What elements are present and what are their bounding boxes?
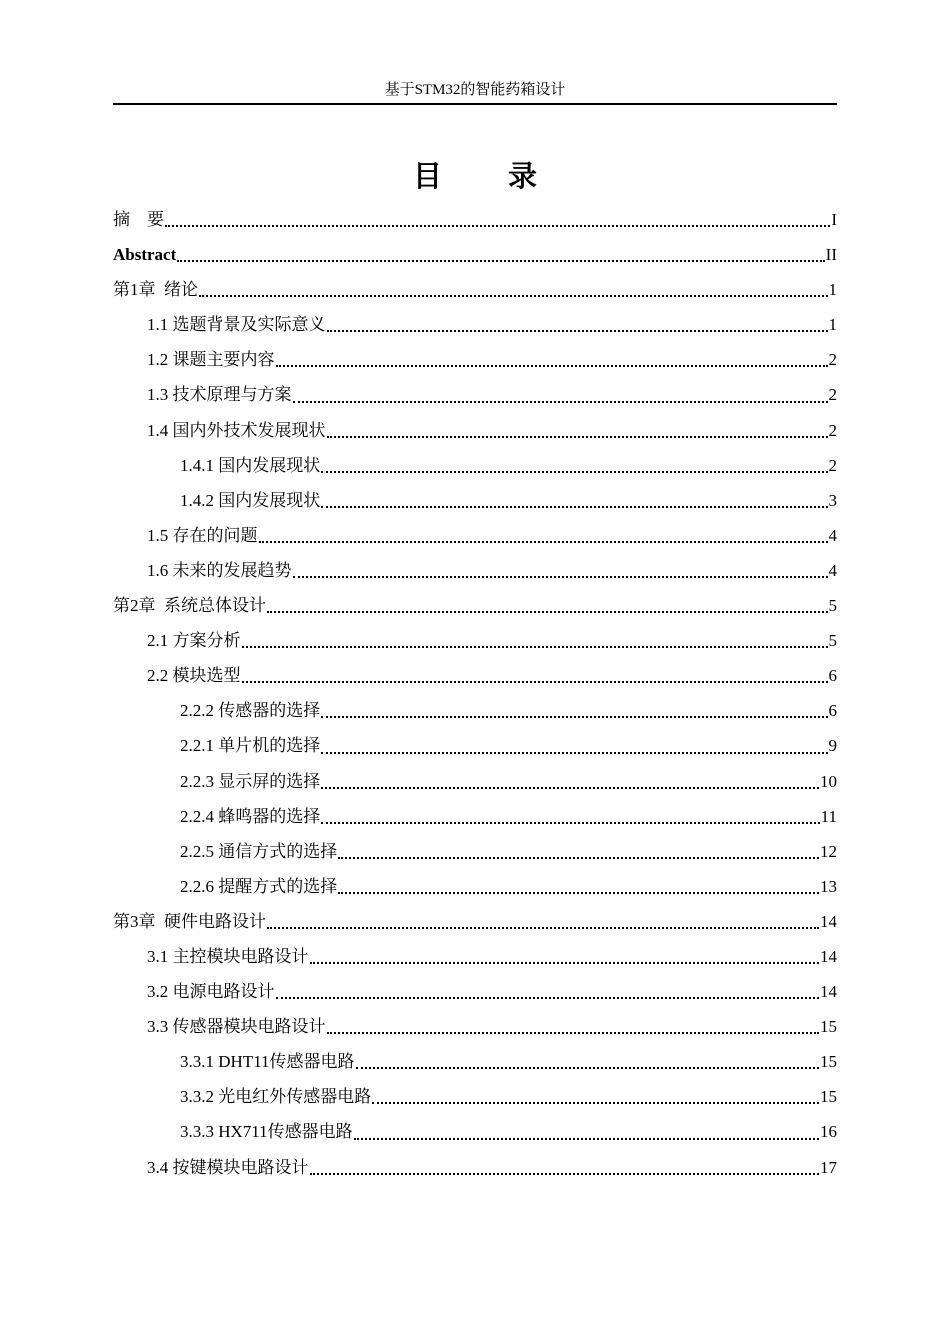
toc-entry[interactable]: [113, 557, 837, 592]
dot-leader: [327, 1031, 820, 1034]
toc-entry[interactable]: [113, 943, 837, 978]
toc-entry[interactable]: [113, 241, 837, 276]
toc-entry-label: 3.3 传感器模块电路设计: [147, 1017, 326, 1037]
toc-entry-page: I: [831, 210, 837, 229]
dot-leader: [276, 996, 820, 999]
toc-entry[interactable]: [113, 732, 837, 767]
toc-entry[interactable]: [113, 1083, 837, 1118]
toc-entry-page: 14: [820, 946, 837, 966]
toc-entry-label: 第3章 硬件电路设计: [113, 911, 266, 931]
dot-leader: [267, 610, 828, 613]
dot-leader: [321, 470, 827, 473]
toc-entry-label: 2.2.3 显示屏的选择: [180, 771, 321, 791]
toc-entry-label: 2.1 方案分析: [147, 631, 241, 651]
toc-entry-page: 11: [820, 806, 837, 826]
toc-entry-page: 5: [828, 631, 837, 651]
dot-leader: [242, 645, 828, 648]
toc-entry[interactable]: [113, 487, 837, 522]
toc-entry-label: 1.4 国内外技术发展现状: [147, 420, 326, 440]
toc-entry[interactable]: [113, 522, 837, 557]
toc-entry[interactable]: [113, 1118, 837, 1153]
toc-entry[interactable]: [113, 908, 837, 943]
toc-entry-label: 1.4.2 国内发展现状: [180, 490, 321, 510]
dot-leader: [321, 751, 827, 754]
dot-leader: [321, 715, 827, 718]
toc-entry-label: 1.5 存在的问题: [147, 525, 258, 545]
dot-leader: [293, 575, 828, 578]
toc-entry-label: 3.3.3 HX711传感器电路: [180, 1122, 353, 1142]
toc-entry-page: 13: [820, 876, 837, 896]
toc-entry-label: 3.1 主控模块电路设计: [147, 946, 309, 966]
dot-leader: [310, 1172, 820, 1175]
toc-entry[interactable]: [113, 873, 837, 908]
toc-entry[interactable]: [113, 768, 837, 803]
dot-leader: [372, 1101, 819, 1104]
toc-entry[interactable]: [113, 1154, 837, 1189]
toc-entry-label: 第1章 绪论: [113, 280, 198, 300]
toc-entry-page: 12: [820, 841, 837, 861]
toc-entry-page: 5: [828, 596, 837, 616]
toc-entry[interactable]: [113, 1048, 837, 1083]
toc-entry-label: Abstract: [113, 245, 177, 265]
toc-entry-page: 14: [820, 911, 837, 931]
toc-entry-page: 14: [820, 982, 837, 1002]
table-of-contents: [113, 206, 837, 1189]
toc-entry-label: 3.3.1 DHT11传感器电路: [180, 1052, 355, 1072]
toc-entry-label: 3.3.2 光电红外传感器电路: [180, 1087, 372, 1107]
toc-entry[interactable]: [113, 346, 837, 381]
toc-entry-label: 1.3 技术原理与方案: [147, 385, 292, 405]
toc-entry[interactable]: [113, 381, 837, 416]
toc-entry[interactable]: [113, 452, 837, 487]
toc-entry[interactable]: [113, 1013, 837, 1048]
dot-leader: [356, 1066, 819, 1069]
toc-entry-label: 3.4 按键模块电路设计: [147, 1157, 309, 1177]
running-header: 基于STM32的智能药箱设计: [384, 82, 566, 98]
toc-entry-page: 17: [820, 1157, 837, 1177]
dot-leader: [293, 400, 828, 403]
toc-entry-page: 4: [828, 560, 837, 580]
dot-leader: [242, 680, 828, 683]
dot-leader: [310, 961, 820, 964]
toc-entry-page: 9: [828, 736, 837, 756]
dot-leader: [276, 364, 828, 367]
toc-entry-label: 3.2 电源电路设计: [147, 982, 275, 1002]
toc-entry-page: 2: [828, 385, 837, 405]
toc-entry-page: 6: [828, 701, 837, 721]
dot-leader: [321, 505, 827, 508]
toc-entry-page: 1: [828, 280, 837, 300]
toc-entry[interactable]: [113, 276, 837, 311]
dot-leader: [267, 926, 819, 929]
dot-leader: [338, 891, 819, 894]
toc-entry[interactable]: [113, 803, 837, 838]
dot-leader: [177, 259, 824, 262]
toc-entry-page: 15: [820, 1052, 837, 1072]
toc-entry[interactable]: [113, 627, 837, 662]
toc-entry-label: 1.1 选题背景及实际意义: [147, 315, 326, 335]
toc-entry[interactable]: [113, 662, 837, 697]
toc-entry-label: 2.2.5 通信方式的选择: [180, 841, 338, 861]
toc-entry-page: 2: [828, 420, 837, 440]
dot-leader: [321, 786, 819, 789]
toc-entry-page: 3: [828, 490, 837, 510]
dot-leader: [327, 435, 828, 438]
dot-leader: [321, 821, 819, 824]
toc-entry-label: 第2章 系统总体设计: [113, 596, 266, 616]
toc-entry[interactable]: [113, 838, 837, 873]
toc-entry-page: 15: [820, 1087, 837, 1107]
toc-title: 目 录: [412, 159, 566, 193]
toc-entry[interactable]: [113, 311, 837, 346]
toc-entry-label: 2.2.6 提醒方式的选择: [180, 876, 338, 896]
toc-entry-page: 6: [828, 666, 837, 686]
toc-entry-page: 15: [820, 1017, 837, 1037]
dot-leader: [165, 224, 830, 227]
toc-entry-page: 10: [820, 771, 837, 791]
dot-leader: [338, 856, 819, 859]
toc-entry[interactable]: [113, 206, 837, 241]
toc-entry-page: II: [825, 245, 837, 265]
toc-entry-label: 1.6 未来的发展趋势: [147, 560, 292, 580]
toc-entry-label: 1.4.1 国内发展现状: [180, 455, 321, 475]
toc-entry[interactable]: [113, 592, 837, 627]
dot-leader: [199, 294, 828, 297]
toc-entry[interactable]: [113, 417, 837, 452]
toc-entry-page: 16: [820, 1122, 837, 1142]
toc-entry[interactable]: [113, 978, 837, 1013]
header-rule: [113, 103, 837, 105]
toc-entry-label: 2.2.1 单片机的选择: [180, 736, 321, 756]
toc-entry-label: 2.2.4 蜂鸣器的选择: [180, 806, 321, 826]
dot-leader: [259, 540, 828, 543]
toc-entry-label: 1.2 课题主要内容: [147, 350, 275, 370]
toc-entry-label: 摘 要: [113, 210, 164, 229]
toc-entry-page: 4: [828, 525, 837, 545]
toc-entry-page: 1: [828, 315, 837, 335]
toc-entry-page: 2: [828, 455, 837, 475]
toc-entry[interactable]: [113, 697, 837, 732]
toc-entry-page: 2: [828, 350, 837, 370]
dot-leader: [327, 329, 828, 332]
toc-entry-label: 2.2 模块选型: [147, 666, 241, 686]
dot-leader: [354, 1137, 819, 1140]
toc-entry-label: 2.2.2 传感器的选择: [180, 701, 321, 721]
